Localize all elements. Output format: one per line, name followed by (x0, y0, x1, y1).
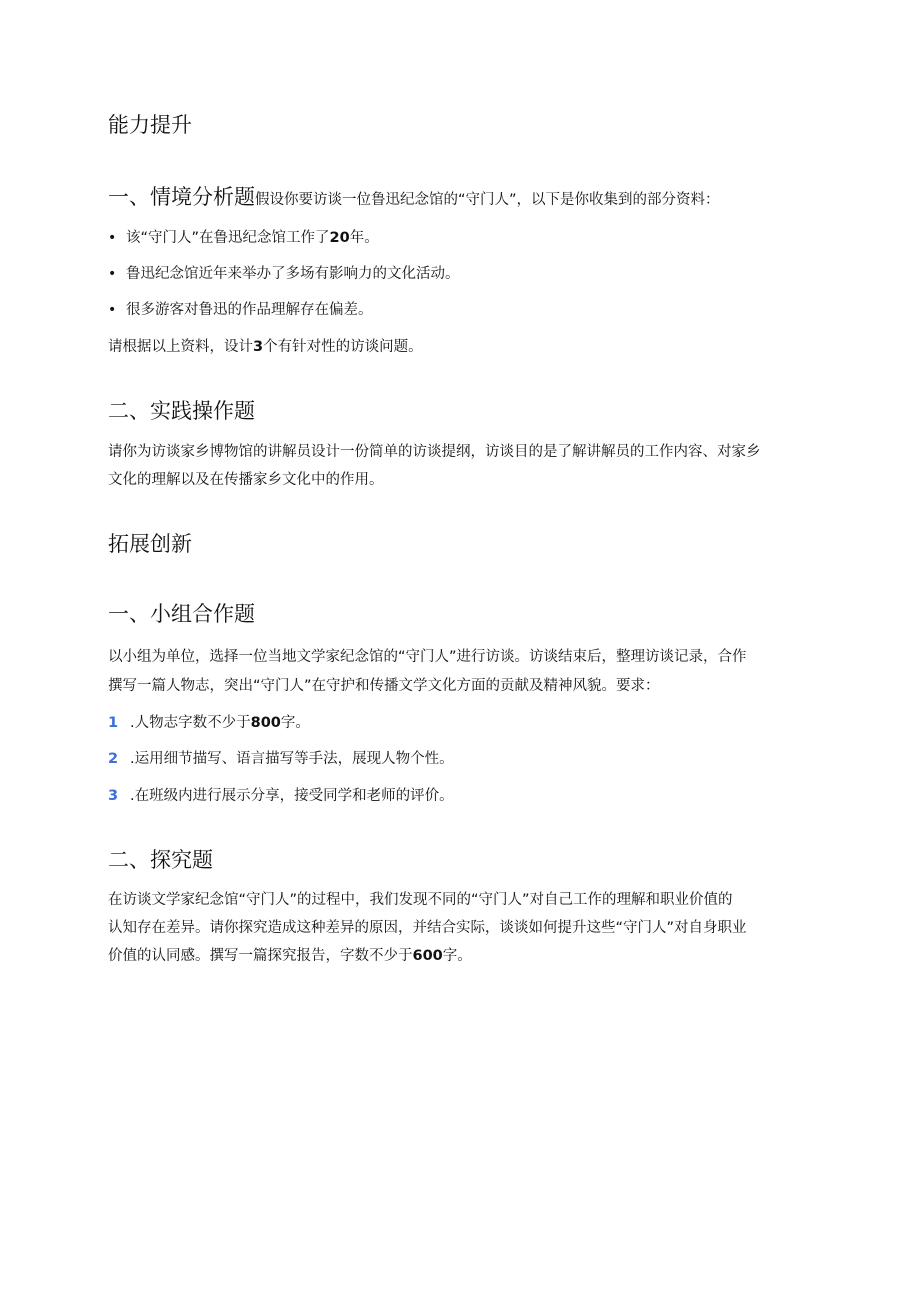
list-item: • 该“守门人”在鲁迅纪念馆工作了20年。 (108, 226, 379, 250)
question-1-intro: 假设你要访谈一位鲁迅纪念馆的“守门人”，以下是你收集到的部分资料： (255, 192, 720, 208)
part-title-ability: 能力提升 (108, 113, 192, 137)
list-number: 3 (108, 788, 119, 804)
paragraph-line: 文化的理解以及在传播家乡文化中的作用。 (108, 472, 384, 488)
list-item: 3 .在班级内进行展示分享，接受同学和老师的评价。 (108, 784, 454, 808)
list-item: 2 .运用细节描写、语言描写等手法，展现人物个性。 (108, 747, 454, 771)
list-number: 1 (108, 715, 119, 731)
paragraph-line: 认知存在差异。请你探究造成这种差异的原因，并结合实际，谈谈如何提升这些“守门人”对自身职业 (108, 920, 747, 936)
paragraph-line: 价值的认同感。撰写一篇探究报告，字数不少于600字。 (108, 948, 472, 964)
question-2-heading: 二、实践操作题 (108, 399, 255, 423)
paragraph-line: 在访谈文学家纪念馆“守门人”的过程中，我们发现不同的“守门人”对自己工作的理解和职业价值的 (108, 892, 733, 908)
part-title-extend: 拓展创新 (108, 532, 192, 556)
list-item: • 很多游客对鲁迅的作品理解存在偏差。 (108, 298, 373, 322)
list-number: 2 (108, 751, 119, 767)
paragraph-line: 以小组为单位，选择一位当地文学家纪念馆的“守门人”进行访谈。访谈结束后，整理访谈记录，合作 (108, 649, 747, 665)
bullet-dot-icon: • (108, 266, 117, 282)
paragraph-line: 撰写一篇人物志，突出“守门人”在守护和传播文学文化方面的贡献及精神风貌。要求： (108, 678, 660, 694)
question-1-heading: 一、情境分析题 (108, 185, 255, 209)
bullet-dot-icon: • (108, 230, 117, 246)
paragraph-line: 请你为访谈家乡博物馆的讲解员设计一份简单的访谈提纲，访谈目的是了解讲解员的工作内容、对家乡 (108, 444, 761, 460)
bullet-dot-icon: • (108, 302, 117, 318)
list-item: 1 .人物志字数不少于800字。 (108, 711, 310, 735)
question-1-task: 请根据以上资料，设计3个有针对性的访谈问题。 (108, 339, 423, 355)
list-item: • 鲁迅纪念馆近年来举办了多场有影响力的文化活动。 (108, 262, 460, 286)
question-1-header (108, 183, 720, 214)
extend-question-1-heading: 一、小组合作题 (108, 602, 255, 626)
extend-question-2-heading: 二、探究题 (108, 848, 213, 872)
